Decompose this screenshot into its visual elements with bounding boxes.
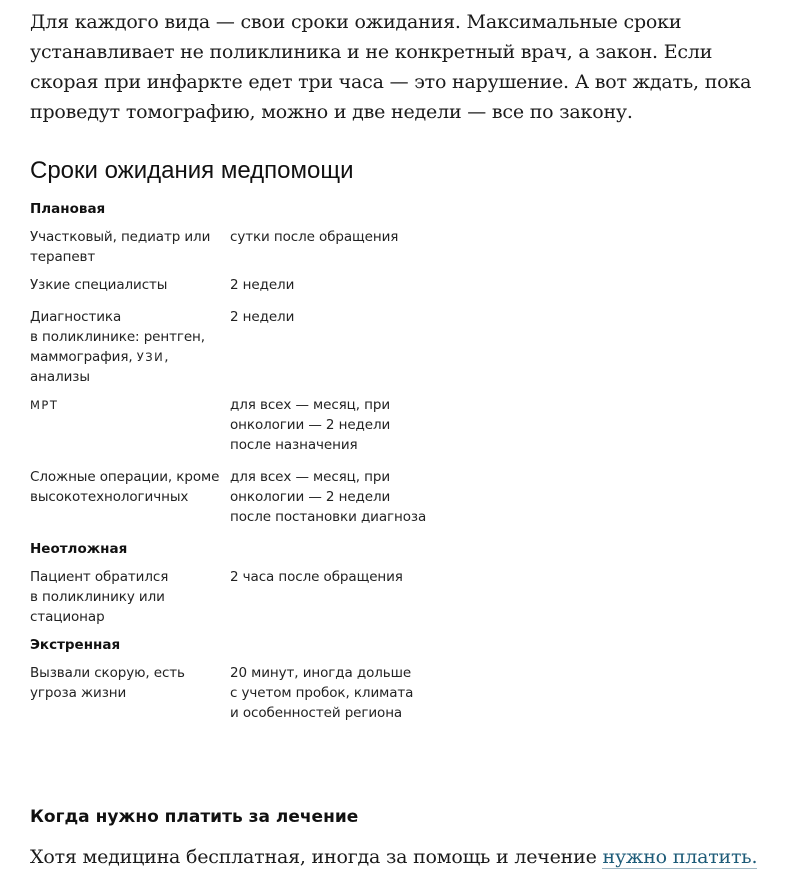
payment-section-heading: Когда нужно платить за лечение — [30, 807, 359, 827]
row-mri-value: для всех — месяц, при онкологии — 2 недели после назначения — [230, 397, 391, 453]
abbr-uzi: УЗИ — [136, 350, 165, 364]
row-mri-label: МРТ — [30, 398, 59, 412]
row-specialists-label: Узкие специалисты — [30, 277, 168, 293]
payment-paragraph-text: Хотя медицина бесплатная, иногда за помощь и лечение — [30, 846, 603, 868]
row-ambulance-value-part: 20 минут, иногда дольше — [230, 665, 412, 681]
row-diagnostics-value: 2 недели — [230, 309, 295, 325]
table-title: Сроки ожидания медпомощи — [30, 157, 354, 184]
row-diagnostics-label-part: , анализы — [30, 349, 169, 385]
row-clinic-visit-label-part: Пациент обратился — [30, 569, 169, 585]
row-therapist-value: сутки после обращения — [230, 229, 399, 245]
category-planned: Плановая — [30, 201, 106, 217]
intro-paragraph: Для каждого вида — свои сроки ожидания. Максимальные сроки устанавливает не поликлиника и не конкретный врач, а закон. Если скорая при инфаркте едет три часа — это нарушение. А вот ждать, пока проведут томографию, можно и две недели — все по закону. — [30, 11, 752, 123]
need-to-pay-link[interactable]: нужно платить. — [602, 846, 758, 868]
row-clinic-visit-label-part: в поликлинику или стационар — [30, 589, 165, 625]
row-diagnostics-label-part: в поликлинике: рентген, маммография, — [30, 329, 205, 365]
row-diagnostics-label — [30, 307, 220, 387]
category-emergency: Экстренная — [30, 637, 121, 653]
row-clinic-visit-label — [30, 567, 220, 627]
row-ambulance-label: Вызвали скорую, есть угроза жизни — [30, 665, 185, 701]
payment-paragraph — [30, 842, 790, 872]
row-specialists-value: 2 недели — [230, 277, 295, 293]
row-surgery-label: Сложные операции, кроме высокотехнологичных — [30, 469, 220, 505]
row-ambulance-value-part: с учетом пробок, климата — [230, 685, 414, 701]
row-therapist-label: Участковый, педиатр или терапевт — [30, 229, 211, 265]
row-ambulance-value — [230, 663, 430, 723]
row-surgery-value: для всех — месяц, при онкологии — 2 недели после постановки диагноза — [230, 469, 427, 525]
row-ambulance-value-part: и особенностей региона — [230, 705, 403, 721]
category-urgent: Неотложная — [30, 541, 128, 557]
row-clinic-visit-value: 2 часа после обращения — [230, 569, 403, 585]
row-diagnostics-label-part: Диагностика — [30, 309, 122, 325]
